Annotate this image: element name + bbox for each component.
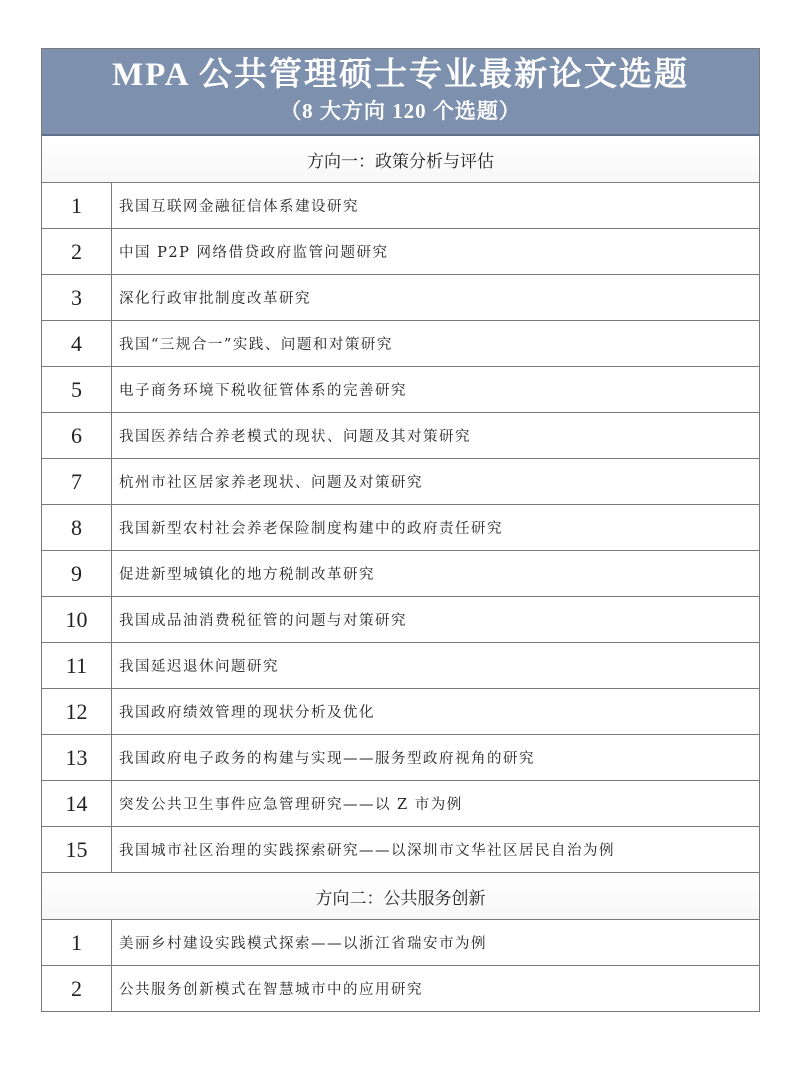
table-row (42, 229, 759, 275)
topic-number: 2 (42, 966, 112, 1011)
topic-title: 公共服务创新模式在智慧城市中的应用研究 (119, 982, 423, 998)
topic-title: 深化行政审批制度改革研究 (119, 291, 311, 307)
topic-number: 14 (42, 781, 112, 826)
table-row (42, 735, 759, 781)
topic-title: 突发公共卫生事件应急管理研究——以 Z 市为例 (119, 797, 463, 813)
topic-number: 9 (42, 551, 112, 596)
topic-title: 我国政府电子政务的构建与实现——服务型政府视角的研究 (119, 751, 535, 767)
table-row (42, 643, 759, 689)
table-row (42, 505, 759, 551)
table-row (42, 275, 759, 321)
table-row (42, 689, 759, 735)
topic-number: 7 (42, 459, 112, 504)
topic-title: 我国互联网金融征信体系建设研究 (119, 199, 359, 215)
section-heading: 方向二：公共服务创新 (42, 873, 759, 920)
topic-title: 我国政府绩效管理的现状分析及优化 (119, 705, 375, 721)
topic-title: 我国新型农村社会养老保险制度构建中的政府责任研究 (119, 521, 503, 537)
topic-number: 6 (42, 413, 112, 458)
table-row (42, 597, 759, 643)
topic-number: 11 (42, 643, 112, 688)
topic-number: 3 (42, 275, 112, 320)
topic-title: 中国 P2P 网络借贷政府监管问题研究 (119, 245, 389, 261)
title-banner (42, 49, 759, 136)
topic-number: 13 (42, 735, 112, 780)
topic-title: 我国“三规合一”实践、问题和对策研究 (119, 337, 393, 353)
table-row (42, 920, 759, 966)
topic-number: 8 (42, 505, 112, 550)
table-row (42, 321, 759, 367)
topic-number: 1 (42, 920, 112, 965)
topic-number: 4 (42, 321, 112, 366)
topic-title: 我国延迟退休问题研究 (119, 659, 279, 675)
topic-title: 我国城市社区治理的实践探索研究——以深圳市文华社区居民自治为例 (119, 843, 615, 859)
section-heading: 方向一：政策分析与评估 (42, 136, 759, 183)
topic-number: 15 (42, 827, 112, 872)
topic-number: 2 (42, 229, 112, 274)
table-row (42, 966, 759, 1012)
page-subtitle: （8 大方向 120 个选题） (280, 99, 521, 123)
topic-number: 12 (42, 689, 112, 734)
topic-table (41, 48, 760, 1012)
topic-title: 电子商务环境下税收征管体系的完善研究 (119, 383, 407, 399)
topic-title: 我国医养结合养老模式的现状、问题及其对策研究 (119, 429, 471, 445)
table-row (42, 413, 759, 459)
page-title: MPA 公共管理硕士专业最新论文选题 (111, 57, 690, 93)
table-row (42, 459, 759, 505)
table-row (42, 183, 759, 229)
topic-title: 促进新型城镇化的地方税制改革研究 (119, 567, 375, 583)
topic-title: 我国成品油消费税征管的问题与对策研究 (119, 613, 407, 629)
table-row (42, 827, 759, 873)
table-row (42, 781, 759, 827)
table-row (42, 367, 759, 413)
topic-number: 1 (42, 183, 112, 228)
topic-title: 杭州市社区居家养老现状、问题及对策研究 (119, 475, 423, 491)
table-row (42, 551, 759, 597)
topic-title: 美丽乡村建设实践模式探索——以浙江省瑞安市为例 (119, 936, 487, 952)
topic-number: 5 (42, 367, 112, 412)
topic-number: 10 (42, 597, 112, 642)
